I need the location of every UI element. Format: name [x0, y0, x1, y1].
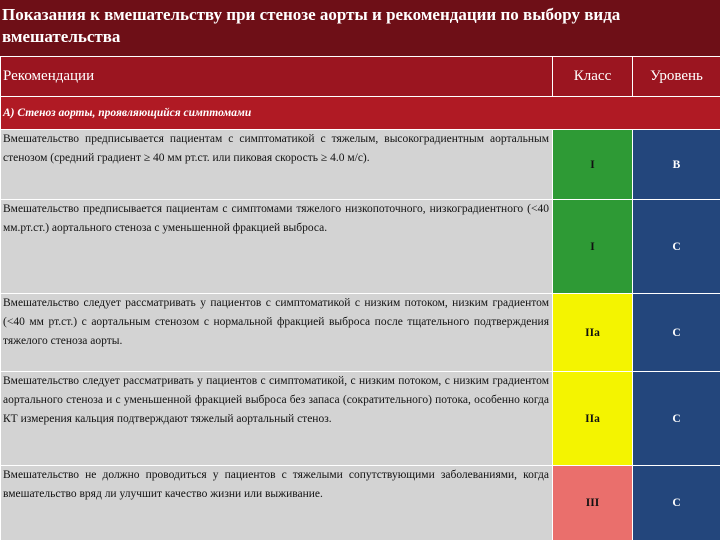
- level-cell: C: [633, 294, 720, 372]
- table-row: [1, 466, 720, 541]
- section-row: [1, 97, 720, 130]
- level-cell: C: [633, 372, 720, 466]
- recommendation-text: Вмешательство следует рассматривать у пациентов с симптоматикой, с низким потоком, с низким градиентом аортального стеноза и с уменьшенной фракцией выброса без запаса (сократительного) потока, особенно когда КТ измерения кальция подтверждают тяжелый аортальный стеноз.: [1, 372, 553, 466]
- table-row: [1, 294, 720, 372]
- slide-title: Показания к вмешательству при стенозе аорты и рекомендации по выбору вида вмешательства: [0, 0, 720, 56]
- class-cell: IIa: [553, 372, 633, 466]
- class-cell: I: [553, 200, 633, 294]
- table-header-row: [1, 57, 720, 97]
- table-row: [1, 372, 720, 466]
- class-cell: I: [553, 130, 633, 200]
- class-cell: IIa: [553, 294, 633, 372]
- recommendation-text: Вмешательство предписывается пациентам с симптоматикой с тяжелым, высокоградиентным аортальным стенозом (средний градиент ≥ 40 мм рт.ст. или пиковая скорость ≥ 4.0 м/с).: [1, 130, 553, 200]
- recommendation-text: Вмешательство предписывается пациентам с симптомами тяжелого низкопоточного, низкоградиентного (<40 мм.рт.ст.) аортального стеноза с уменьшенной фракцией выброса.: [1, 200, 553, 294]
- recommendations-table: [0, 56, 720, 541]
- recommendation-text: Вмешательство не должно проводиться у пациентов с тяжелыми сопутствующими заболеваниями, когда вмешательство вряд ли улучшит качество жизни или выживание.: [1, 466, 553, 541]
- header-level: Уровень: [633, 57, 720, 97]
- level-cell: B: [633, 130, 720, 200]
- table-row: [1, 130, 720, 200]
- header-recommendations: Рекомендации: [1, 57, 553, 97]
- section-title: А) Стеноз аорты, проявляющийся симптомами: [1, 97, 720, 130]
- recommendation-text: Вмешательство следует рассматривать у пациентов с симптоматикой с низким потоком, низким градиентом (<40 мм рт.ст.) с аортальным стенозом с нормальной фракцией выброса после тщательного подтверждения тяжелого стеноза аорты.: [1, 294, 553, 372]
- header-class: Класс: [553, 57, 633, 97]
- level-cell: C: [633, 466, 720, 541]
- class-cell: III: [553, 466, 633, 541]
- table-row: [1, 200, 720, 294]
- level-cell: C: [633, 200, 720, 294]
